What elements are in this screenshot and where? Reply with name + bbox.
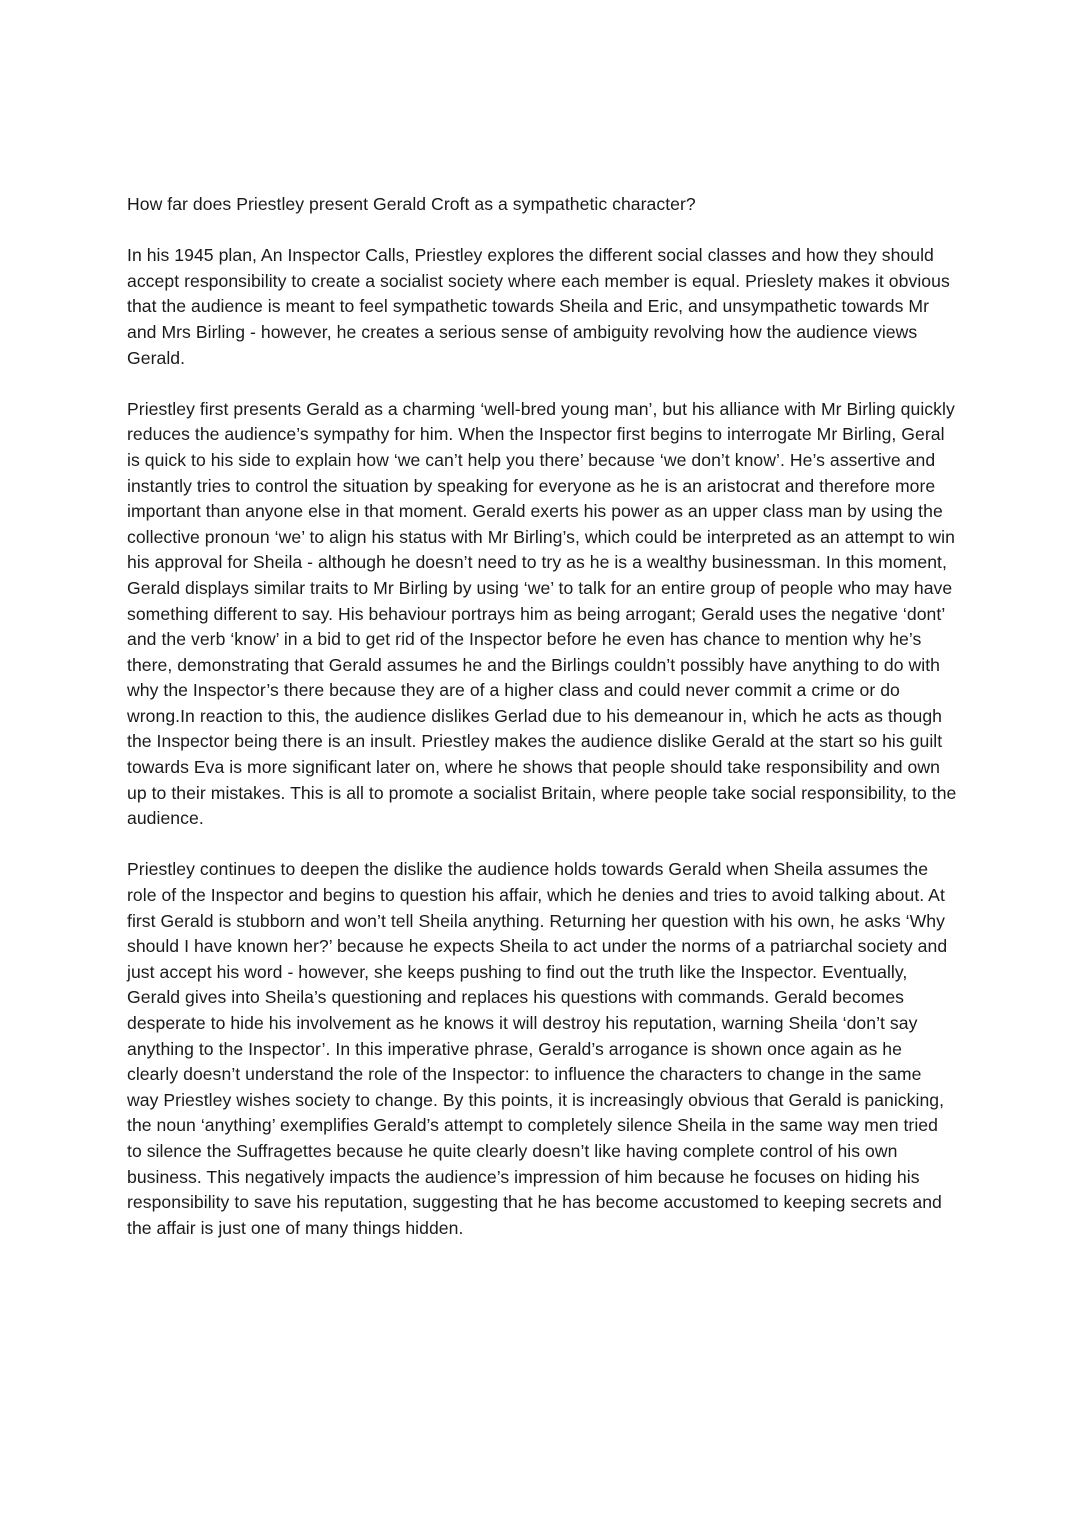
body-paragraph-1: Priestley first presents Gerald as a charming ‘well-bred young man’, but his alliance with Mr Birling quickly reduces the audience’s sympathy for him. When the Inspector first begins to interrogate Mr Birling, Geral is quick to his side to explain how ‘we can’t help you there’ because ‘we don’t know’. He’s assertive and instantly tries to control the situation by speaking for everyone as he is an aristocrat and therefore more important than anyone else in that moment. Gerald exerts his power as an upper class man by using the collective pronoun ‘we’ to align his status with Mr Birling’s, which could be interpreted as an attempt to win his approval for Sheila - although he doesn’t need to try as he is a wealthy businessman. In this moment, Gerald displays similar traits to Mr Birling by using ‘we’ to talk for an entire group of people who may have something different to say. His behaviour portrays him as being arrogant; Gerald uses the negative ‘dont’ and the verb ‘know’ in a bid to get rid of the Inspector before he even has chance to mention why he’s there, demonstrating that Gerald assumes he and the Birlings couldn’t possibly have anything to do with why the Inspector’s there because they are of a higher class and could never commit a crime or do wrong.In reaction to this, the audience dislikes Gerlad due to his demeanour in, which he acts as though the Inspector being there is an insult. Priestley makes the audience dislike Gerald at the start so his guilt towards Eva is more significant later on, where he shows that people should take responsibility and own up to their mistakes. This is all to promote a socialist Britain, where people take social responsibility, to the audience. xyxy=(127,398,957,829)
essay-question: How far does Priestley present Gerald Croft as a sympathetic character? xyxy=(127,194,696,214)
intro-paragraph: In his 1945 plan, An Inspector Calls, Priestley explores the different social classes and how they should accept responsibility to create a socialist society where each member is equal. Prieslety makes it obvious that the audience is meant to feel sympathetic towards Sheila and Eric, and unsympathetic towards Mr and Mrs Birling - however, he creates a serious sense of ambiguity revolving how the audience views Gerald. xyxy=(127,245,950,368)
body-paragraph-2: Priestley continues to deepen the dislike the audience holds towards Gerald when Sheila assumes the role of the Inspector and begins to question his affair, which he denies and tries to avoid talking about. At first Gerald is stubborn and won’t tell Sheila anything. Returning her question with his own, he asks ‘Why should I have known her?’ because he expects Sheila to act under the norms of a patriarchal society and just accept his word - however, she keeps pushing to find out the truth like the Inspector. Eventually, Gerald gives into Sheila’s questioning and replaces his questions with commands. Gerald becomes desperate to hide his involvement as he knows it will destroy his reputation, warning Sheila ‘don’t say anything to the Inspector’. In this imperative phrase, Gerald’s arrogance is shown once again as he clearly doesn’t understand the role of the Inspector: to influence the characters to change in the same way Priestley wishes society to change. By this points, it is increasingly obvious that Gerald is panicking, the noun ‘anything’ exemplifies Gerald’s attempt to completely silence Sheila in the same way men tried to silence the Suffragettes because he quite clearly doesn’t like having complete control of his own business. This negatively impacts the audience’s impression of him because he focuses on hiding his responsibility to save his reputation, suggesting that he has become accustomed to keeping secrets and the affair is just one of many things hidden. xyxy=(127,859,948,1238)
essay-body xyxy=(127,192,957,1267)
